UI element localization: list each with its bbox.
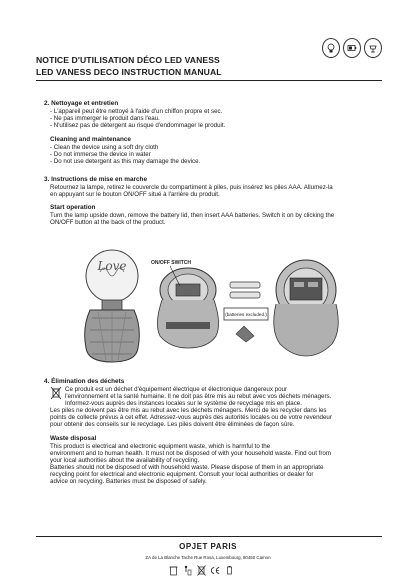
section4-fr-line-1: Ce produit est un déchet d'équipement électrique et électronique dangereux pour	[65, 386, 288, 393]
section4-heading	[44, 378, 124, 385]
weee-bin-icon	[196, 564, 206, 576]
section4-en-line-3: your local authorities about the availability of recycling.	[50, 457, 200, 464]
section3-en-line-1: Turn the lamp upside down, remove the battery lid, then insert AAA batteries. Switch it on by clicking the	[50, 212, 335, 219]
section4-fr-line-2: l'environnement et la santé humaine. Il ne doit pas être mis au rebut avec vos déchets ménagers.	[65, 393, 332, 400]
lightbulb-icon	[322, 38, 340, 58]
person-bin-icon	[182, 564, 192, 576]
battery-bin-icon	[224, 564, 234, 576]
section3-fr-line-2: en appuyant sur le bouton ON/OFF situé à l'arrière du produit.	[50, 191, 220, 198]
brand-name: OPJET PARIS	[179, 542, 237, 551]
title-english: LED VANESS DECO INSTRUCTION MANUAL	[36, 67, 222, 77]
section2-title: Nettoyage et entretien	[51, 100, 119, 107]
batteries-illustration	[224, 282, 268, 342]
section4-en-line-6: advice on recycling. Batteries must be disposed of safely.	[50, 478, 207, 485]
on-off-switch-label: ON/OFF SWITCH	[151, 260, 191, 266]
section4-en-line-4: Batteries should not be disposed of with household waste. Please dispose of them in an appropriate	[50, 464, 324, 471]
battery-icon	[343, 38, 361, 58]
section3-en-line-2: ON/OFF button at the back of the product.	[50, 219, 166, 226]
bulb-love-text: Love	[97, 259, 127, 273]
section4-title: Élimination des déchets	[51, 378, 125, 385]
section4-en-line-2: environment and to human health. It must not be disposed of with your household waste. Find out from	[50, 450, 332, 457]
section3-number: 3.	[44, 176, 50, 183]
section2-number: 2.	[44, 100, 50, 107]
section2-en-line-1: - Clean the device using a soft dry cloth	[50, 144, 159, 151]
lamp-base-view	[151, 260, 219, 348]
footer-divider	[36, 536, 382, 537]
section2-subheading-en: Cleaning and maintenance	[50, 136, 131, 143]
section4-en-line-1: This product is electrical and electronic equipment waste, which is harmful to the	[50, 443, 271, 450]
section2-en-line-2: - Do not immerse the device in water	[50, 151, 151, 158]
lamp-back-view	[274, 260, 339, 356]
footer-icons	[168, 564, 250, 578]
recycle-bin-icon	[168, 564, 178, 576]
header-icons	[322, 38, 382, 62]
lamp-icon	[364, 38, 382, 58]
section2-fr-line-3: - N'utilisez pas de détergent au risque d'endommager le produit.	[50, 122, 226, 129]
section4-fr-line-5: points de collecte prévus à cet effet. Adressez-vous auprès des autorités locales ou de votre revendeur	[50, 414, 332, 421]
crossed-bin-icon	[50, 386, 62, 400]
section4-fr-line-3: Informez-vous auprès des instances locales sur le système de recyclage mis en place.	[65, 400, 302, 407]
section3-fr-line-1: Retournez la lampe, retirez le couvercle du compartiment à piles, puis insérez les piles AAA. Allumez-la	[50, 184, 333, 191]
section4-fr-line-6: pour obtenir des conseils sur le recyclage. Les piles doivent être éliminées de façon sûre.	[50, 421, 295, 428]
title-french: NOTICE D'UTILISATION DÉCO LED VANESS	[36, 55, 220, 65]
section4-en-line-5: recycling point for electrical and electronic equipment. Consult your local authorities or dealer for	[50, 471, 314, 478]
section4-number: 4.	[44, 378, 50, 385]
section3-title: Instructions de mise en marche	[51, 176, 148, 183]
section2-en-line-3: - Do not use detergent as this may damage the device.	[50, 158, 201, 165]
batteries-excluded-label: (batteries excluded.)	[225, 312, 267, 317]
lamp-assembly-illustration	[58, 238, 358, 366]
section2-heading	[44, 100, 118, 107]
header-divider	[36, 80, 382, 81]
section4-fr-line-4: Les piles ne doivent pas être mis au rebut avec les déchets ménagers. Merci de les recycler dans les	[50, 407, 327, 414]
section3-heading	[44, 176, 147, 183]
lamp-front-view	[85, 250, 140, 362]
company-address: ZA de La Blanche Tache Rue Rosa, Luxembourg, 80450 Camon	[145, 555, 271, 560]
section2-fr-line-2: - Ne pas immerger le produit dans l'eau.	[50, 115, 160, 122]
ce-mark-icon	[210, 564, 220, 576]
section4-subheading-en: Waste disposal	[50, 435, 97, 442]
section2-fr-line-1: - L'appareil peut être nettoyé à l'aide d'un chiffon propre et sec.	[50, 108, 223, 115]
section3-subheading-en: Start operation	[50, 204, 96, 211]
